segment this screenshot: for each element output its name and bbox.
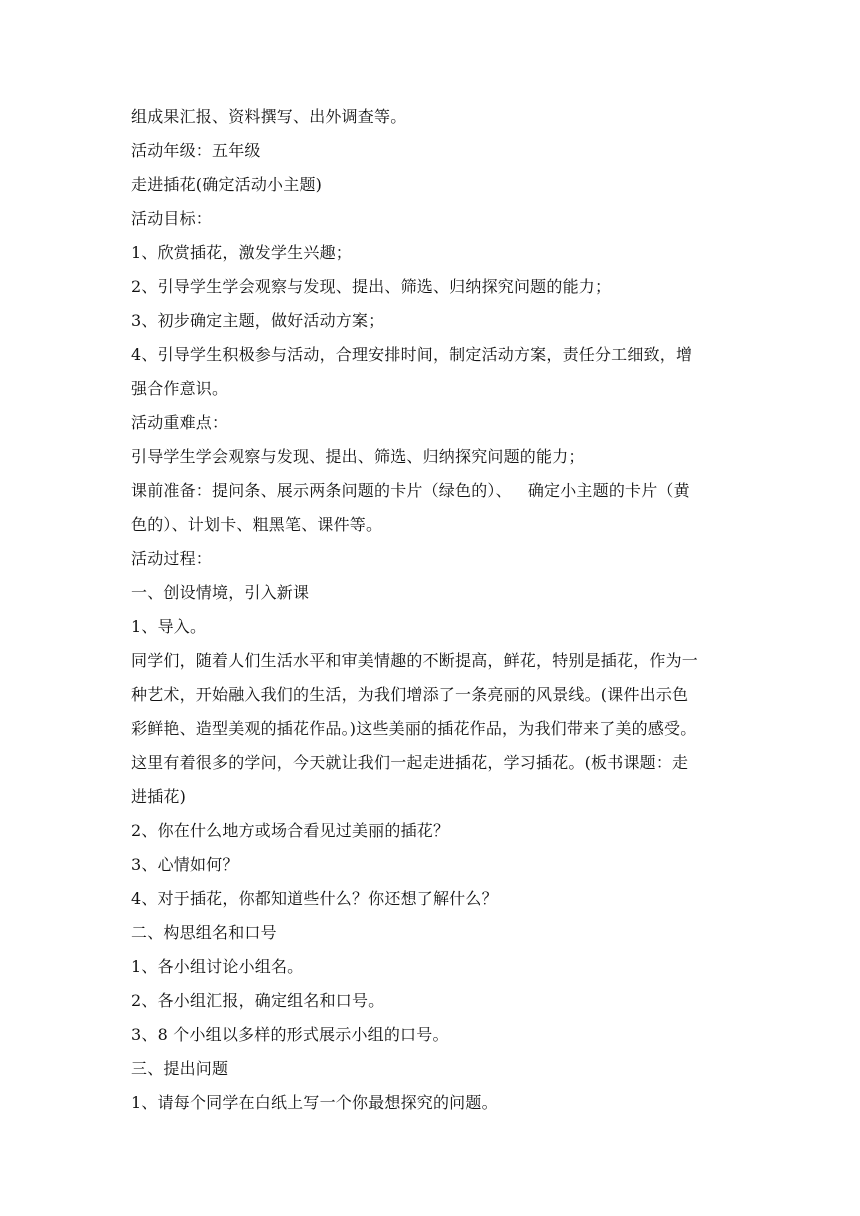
section-heading: 三、提出问题 [131,1059,229,1078]
document-body [131,100,731,1120]
preparation-line [131,474,731,508]
intro-line: 彩鲜艳、造型美观的插花作品。)这些美丽的插花作品，为我们带来了美的感受。 [131,719,697,738]
key-points-heading: 活动重难点： [131,413,229,432]
preparation-line-continued: 色的）、计划卡、粗黑笔、课件等。 [131,515,383,534]
goal-item: 3、初步确定主题，做好活动方案； [131,311,385,330]
key-point: 引导学生学会观察与发现、提出、筛选、归纳探究问题的能力； [131,447,585,466]
section-item: 1、导入。 [131,617,207,636]
intro-line: 同学们，随着人们生活水平和审美情趣的不断提高，鲜花，特别是插花，作为一 [131,651,699,670]
section-item: 3、8 个小组以多样的形式展示小组的口号。 [131,1025,449,1044]
intro-line: 种艺术，开始融入我们的生活，为我们增添了一条亮丽的风景线。(课件出示色 [131,685,689,704]
section-item: 3、心情如何？ [131,855,239,874]
intro-line: 进插花) [131,787,187,806]
goal-item-continued: 强合作意识。 [131,379,229,398]
preparation-text-a: 课前准备：提问条、展示两条问题的卡片（绿色的）、 [131,481,512,500]
goals-heading: 活动目标： [131,209,213,228]
section-item: 1、各小组讨论小组名。 [131,957,304,976]
text-line: 组成果汇报、资料撰写、出外调查等。 [131,107,407,126]
goal-item: 4、引导学生积极参与活动，合理安排时间，制定活动方案，责任分工细致，增 [131,345,693,364]
process-heading: 活动过程： [131,549,213,568]
section-item: 1、请每个同学在白纸上写一个你最想探究的问题。 [131,1093,498,1112]
goal-item: 1、欣赏插花，激发学生兴趣； [131,243,352,262]
activity-grade: 活动年级：五年级 [131,141,261,160]
section-item: 2、各小组汇报，确定组名和口号。 [131,991,385,1010]
section-item: 2、你在什么地方或场合看见过美丽的插花？ [131,821,450,840]
intro-line: 这里有着很多的学问，今天就让我们一起走进插花，学习插花。(板书课题：走 [131,753,689,772]
activity-title: 走进插花(确定活动小主题) [131,175,323,194]
section-item: 4、对于插花，你都知道些什么？你还想了解什么？ [131,889,498,908]
section-heading: 二、构思组名和口号 [131,923,277,942]
preparation-text-b: 确定小主题的卡片（黄 [527,481,690,500]
section-heading: 一、创设情境，引入新课 [131,583,310,602]
goal-item: 2、引导学生学会观察与发现、提出、筛选、归纳探究问题的能力； [131,277,612,296]
